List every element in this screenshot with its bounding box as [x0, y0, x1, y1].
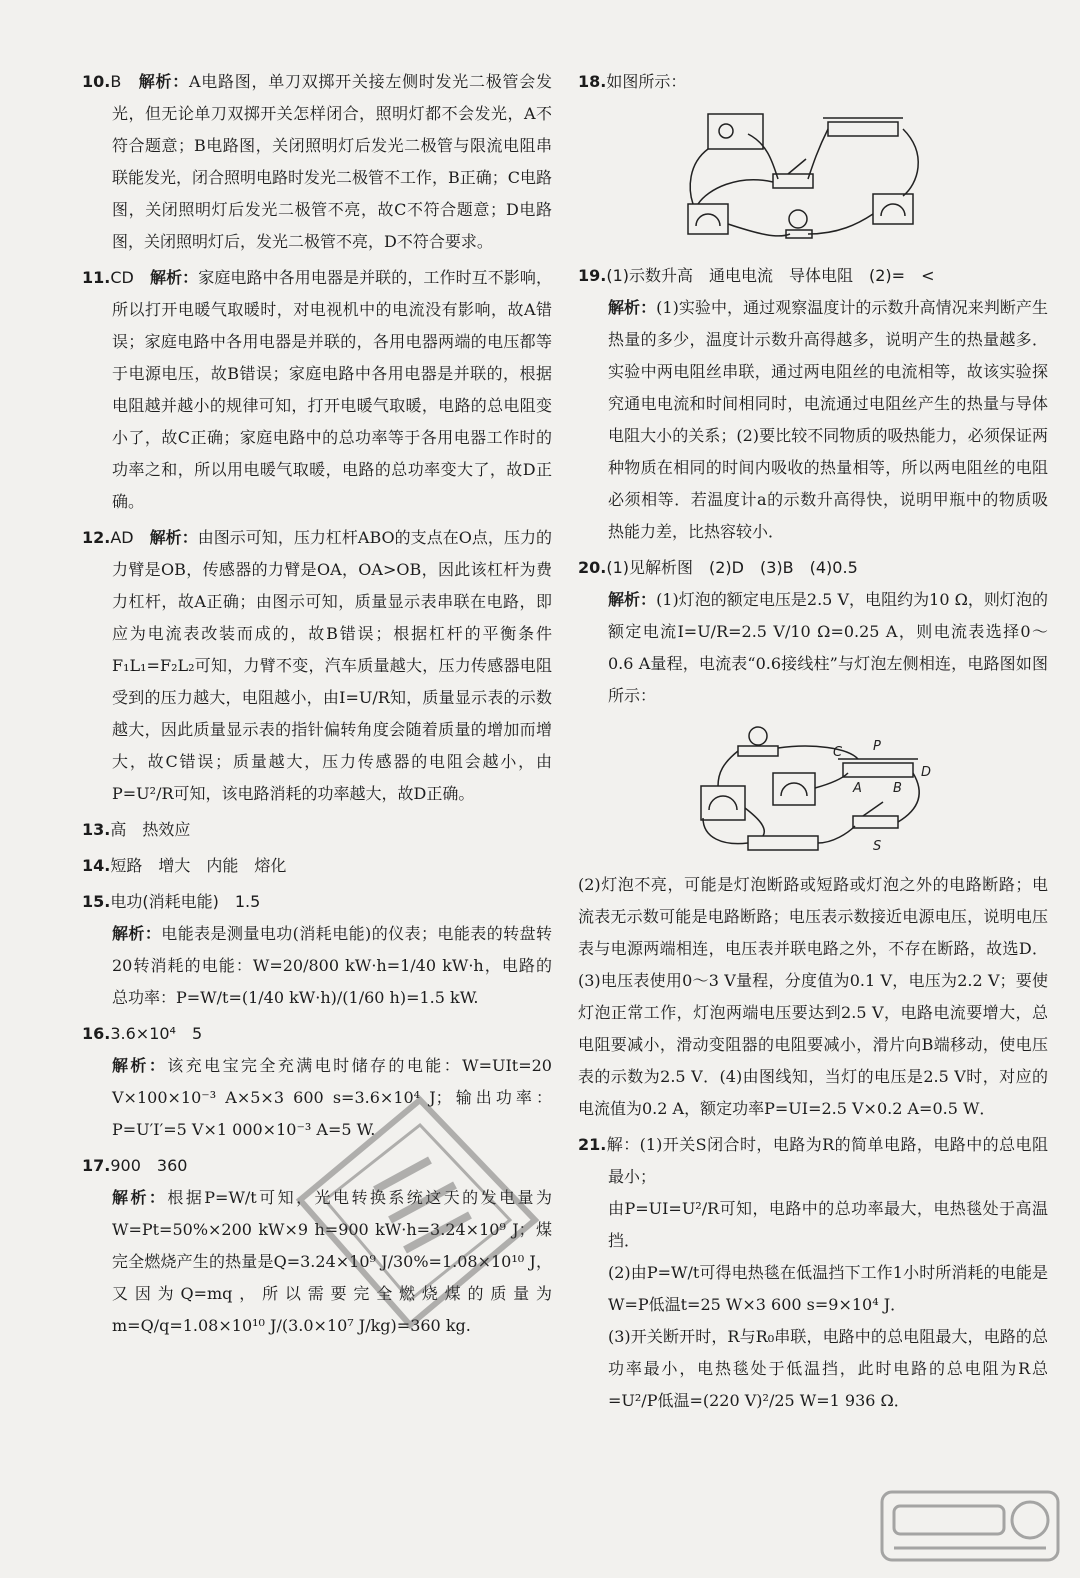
- question-12: 12.AD 解析：由图示可知，压力杠杆ABO的支点在O点，压力的力臂是OB，传感器的力臂是OA，OA>OB，因此该杠杆为费力杠杆，故A正确；由图示可知，质量显示表串联在电路，即应为电流表改装而成的，故B错误；根据杠杆的平衡条件F₁L₁=F₂L₂可知，力臂不变，汽车质量越大，压力传感器电阻受到的压力越大，电阻越小，由I=U/R知，质量显示表的示数越大，因此质量显示表的指针偏转角度会随着质量的增加而增大，故C错误；质量越大，压力传感器的电阻会越小，由P=U²/R可知，该电路消耗的功率越大，故D正确。: [82, 528, 552, 803]
- label-a: A: [853, 781, 862, 796]
- question-17: 17.900 360 解析：根据P=W/t可知，光电转换系统这天的发电量为W=Pt=50%×200 kW×9 h=900 kW·h=3.24×10⁹ J；煤完全燃烧产生的热量是Q=3.24×10⁹ J/30%=1.08×10¹⁰ J，又因为Q=mq，所以需要完全燃烧煤的质量为m=Q/q=1.08×10¹⁰ J/(3.0×10⁷ J/kg)=360 kg.: [82, 1156, 552, 1335]
- voltmeter-icon: [688, 204, 728, 234]
- ammeter-icon: [873, 194, 913, 224]
- question-13: 13.高 热效应: [82, 820, 191, 839]
- label-s: S: [873, 839, 882, 854]
- label-p: P: [873, 739, 881, 754]
- question-14: 14.短路 增大 内能 熔化: [82, 856, 287, 875]
- battery-icon: [748, 836, 818, 850]
- stamp-watermark: [280, 1080, 550, 1340]
- switch-icon: [773, 174, 813, 188]
- circuit-figure-20: [683, 718, 943, 863]
- power-supply-icon: [708, 114, 763, 149]
- question-15: 15.电功(消耗电能) 1.5 解析：电能表是测量电功(消耗电能)的仪表；电能表的转盘转20转消耗的电能：W=20/800 kW·h=1/40 kW·h，电路的总功率：P=W/t=(1/40 kW·h)/(1/60 h)=1.5 kW.: [82, 892, 552, 1007]
- question-16: 16.3.6×10⁴ 5 解析：该充电宝完全充满电时储存的电能：W=UIt=20 V×100×10⁻³ A×5×3 600 s=3.6×10⁴ J；输出功率：P=U′I′=5 V×1 000×10⁻³ A=5 W.: [82, 1024, 552, 1139]
- site-logo: [880, 1488, 1060, 1564]
- label-b: B: [893, 781, 902, 796]
- question-20-part2: (2)灯泡不亮，可能是灯泡断路或短路或灯泡之外的电路断路；电流表无示数可能是电路断路；电压表示数接近电源电压，说明电压表与电源两端相连，电压表并联电路之外，不存在断路，故选D．(3)电压表使用0～3 V量程，分度值为0.1 V，电压为2.2 V；要使灯泡正常工作，灯泡两端电压要达到2.5 V，电路电流要增大，总电阻要减小，滑动变阻器的电阻要减小，滑片向B端移动，使电压表的示数为2.5 V．(4)由图线知，当灯的电压是2.5 V时，对应的电流值为0.2 A，额定功率P=UI=2.5 V×0.2 A=0.5 W．: [578, 875, 1048, 1118]
- right-column: [578, 66, 1048, 1421]
- question-18: 18.如图所示：: [578, 72, 687, 91]
- label-d: D: [921, 765, 932, 780]
- rheostat-icon: [828, 122, 898, 136]
- voltmeter-icon: [773, 773, 815, 805]
- question-10: 10.B 解析：A电路图，单刀双掷开关接左侧时发光二极管会发光，但无论单刀双掷开关怎样闭合，照明灯都不会发光，A不符合题意；B电路图，关闭照明灯后发光二极管与限流电阻串联能发光，闭合照明电路时发光二极管不工作，B正确；C电路图，关闭照明灯后发光二极管不亮，故C不符合题意；D电路图，关闭照明灯后，发光二极管不亮，D不符合要求。: [82, 72, 553, 251]
- question-11: 11.CD 解析：家庭电路中各用电器是并联的，工作时互不影响，所以打开电暖气取暖时，对电视机中的电流没有影响，故A错误；家庭电路中各用电器是并联的，各用电器两端的电压都等于电源电压，故B错误；家庭电路中各用电器是并联的，根据电阻越并越小的规律可知，打开电暖气取暖，电路的总电阻变小了，故C正确；家庭电路中的总功率等于各用电器工作时的功率之和，所以用电暖气取暖，电路的总功率变大了，故D正确。: [82, 268, 552, 511]
- bulb-icon: [789, 210, 807, 228]
- switch-icon: [853, 816, 898, 828]
- question-20: 20.(1)见解析图 (2)D (3)B (4)0.5 解析：(1)灯泡的额定电压是2.5 V，电阻约为10 Ω，则灯泡的额定电流I=U/R=2.5 V/10 Ω=0.25 A，则电流表选择0～0.6 A量程，电流表“0.6接线柱”与灯泡左侧相连，电路图如图所示：: [578, 558, 1048, 705]
- circuit-figure-18: [678, 104, 948, 254]
- question-21: 21.解：(1)开关S闭合时，电路为R的简单电路，电路中的总电阻最小； 由P=UI=U²/R可知，电路中的总功率最大，电热毯处于高温挡． (2)由P=W/t可得电热毯在低温挡下工作1小时所消耗的电能是W=P低温t=25 W×3 600 s=9×10⁴ J． (3)开关断开时，R与R₀串联，电路中的总电阻最大，电路的总功率最小，电热毯处于低温挡，此时电路的总电阻为R总=U²/P低温=(220 V)²/25 W=1 936 Ω．: [578, 1135, 1048, 1410]
- bulb-icon: [749, 727, 767, 745]
- label-c: C: [833, 745, 843, 760]
- question-19: 19.(1)示数升高 通电电流 导体电阻 (2)= < 解析：(1)实验中，通过观察温度计的示数升高情况来判断产生热量的多少，温度计示数升高得越多，说明产生的热量越多．实验中两电阻丝串联，通过两电阻丝的电流相等，故该实验探究通电电流和时间相同时，电流通过电阻丝产生的热量与导体电阻大小的关系；(2)要比较不同物质的吸热能力，必须保证两种物质在相同的时间内吸收的热量相等，所以两电阻丝的电阻必须相等．若温度计a的示数升高得快，说明甲瓶中的物质吸热能力差，比热容较小．: [578, 266, 1048, 541]
- ammeter-icon: [701, 786, 745, 820]
- rheostat-icon: [843, 763, 913, 777]
